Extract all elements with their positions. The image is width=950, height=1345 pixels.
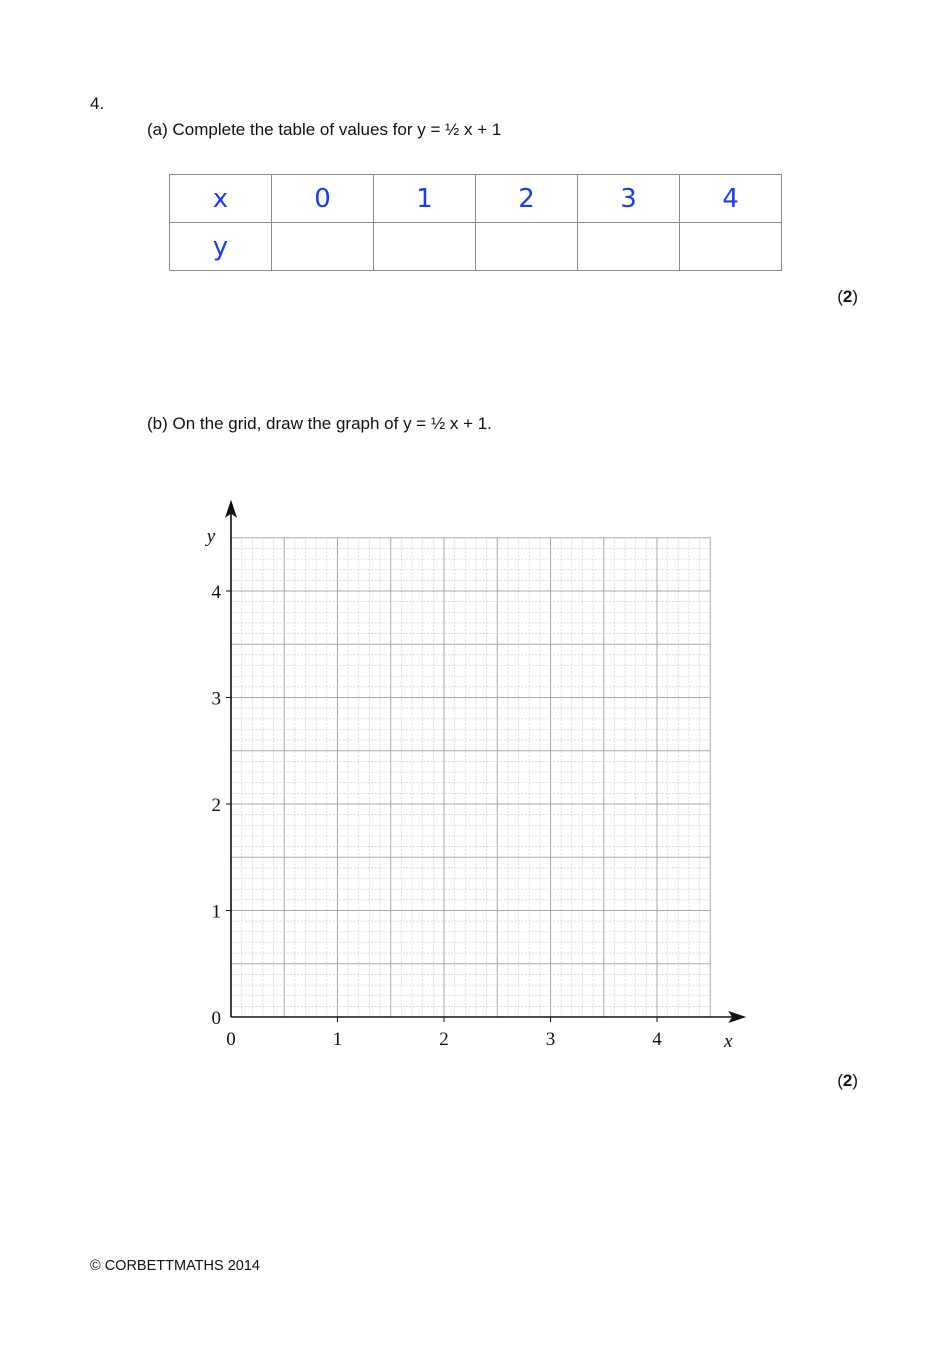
x-value-cell: 3 xyxy=(578,175,680,223)
marks-close: ) xyxy=(852,287,858,306)
marks-open: ( xyxy=(837,1071,843,1090)
part-b-prompt: (b) On the grid, draw the graph of y = ½ x + 1. xyxy=(147,414,492,433)
part-a-prompt: (a) Complete the table of values for y = ½ x + 1 xyxy=(147,120,502,139)
x-tick-label: 1 xyxy=(332,1029,343,1050)
y-tick-label: 2 xyxy=(211,795,221,816)
x-tick-label: 4 xyxy=(652,1029,662,1050)
copyright-footer: © CORBETTMATHS 2014 xyxy=(90,1258,260,1274)
graph-grid[interactable] xyxy=(190,495,760,1060)
marks-close: ) xyxy=(852,1071,858,1090)
x-value-cell: 2 xyxy=(476,175,578,223)
y-tick-label: 3 xyxy=(211,688,221,710)
y-answer-cell[interactable] xyxy=(476,223,578,271)
x-value-cell: 1 xyxy=(374,175,476,223)
y-answer-cell[interactable] xyxy=(272,223,374,271)
row-label-y: y xyxy=(170,223,272,271)
y-tick-label: 1 xyxy=(211,901,221,923)
x-tick-label: 2 xyxy=(439,1029,449,1050)
y-answer-cell[interactable] xyxy=(578,223,680,271)
y-answer-cell[interactable] xyxy=(680,223,782,271)
question-number: 4. xyxy=(90,94,105,113)
x-value-cell: 0 xyxy=(272,175,374,223)
marks-value: 2 xyxy=(842,287,853,306)
row-label-x: x xyxy=(170,175,272,223)
y-axis-label: y xyxy=(206,525,216,547)
x-axis-label: x xyxy=(724,1031,733,1052)
part-a-marks xyxy=(837,287,858,307)
y-tick-label: 4 xyxy=(211,582,221,603)
marks-open: ( xyxy=(837,287,843,306)
x-tick-label: 3 xyxy=(545,1029,556,1050)
x-value-cell: 4 xyxy=(680,175,782,223)
part-b-marks xyxy=(837,1071,858,1091)
table-row-y xyxy=(170,223,782,271)
x-tick-label: 0 xyxy=(226,1029,236,1050)
values-table xyxy=(169,174,782,271)
table-row-x xyxy=(170,175,782,223)
y-tick-label: 0 xyxy=(211,1008,221,1029)
y-answer-cell[interactable] xyxy=(374,223,476,271)
marks-value: 2 xyxy=(842,1071,853,1090)
